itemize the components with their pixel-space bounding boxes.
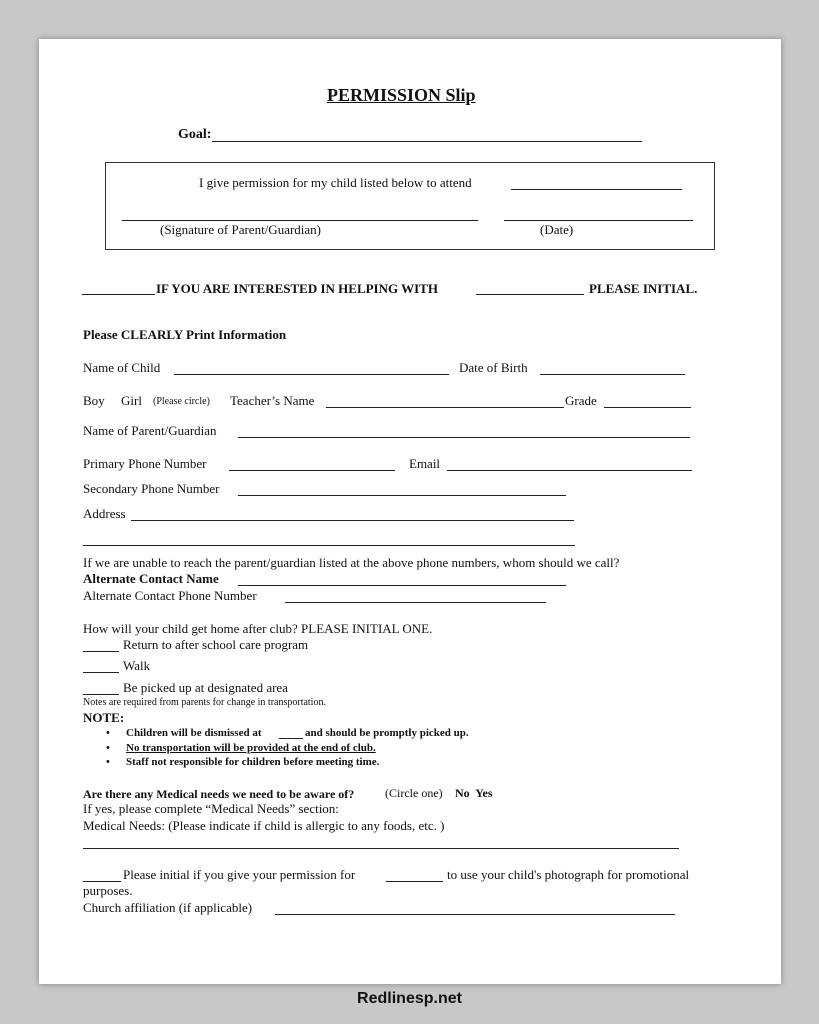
name-of-child-line[interactable] <box>174 374 449 375</box>
alternate-contact-name-label: Alternate Contact Name <box>83 571 219 586</box>
signature-line[interactable] <box>122 220 478 221</box>
parent-guardian-line[interactable] <box>238 437 690 438</box>
bullet-icon: • <box>106 742 110 754</box>
alternate-contact-phone-line[interactable] <box>285 602 546 603</box>
home-question: How will your child get home after club? PLEASE INITIAL ONE. <box>83 621 433 636</box>
note-heading: NOTE: <box>83 710 125 725</box>
home-option-3-initial[interactable] <box>83 694 119 695</box>
photo-text-post: to use your child's photograph for promotional <box>447 867 690 882</box>
goal-label: Goal: <box>178 127 212 142</box>
medical-if-yes: If yes, please complete “Medical Needs” section: <box>83 801 339 816</box>
note-bullet-3: Staff not responsible for children before meeting time. <box>126 756 380 768</box>
medical-yes-no[interactable]: No Yes <box>455 786 493 800</box>
email-label: Email <box>409 456 441 471</box>
name-of-child-label: Name of Child <box>83 360 161 375</box>
date-line[interactable] <box>504 220 693 221</box>
please-circle-note: (Please circle) <box>153 396 210 407</box>
date-of-birth-line[interactable] <box>540 374 685 375</box>
photo-text-pre: Please initial if you give your permission for <box>123 867 356 882</box>
attend-line[interactable] <box>511 189 682 190</box>
helping-initial-line[interactable] <box>82 294 155 295</box>
church-line[interactable] <box>275 914 675 915</box>
note-bullet-2: No transportation will be provided at the end of club. <box>126 742 376 754</box>
primary-phone-line[interactable] <box>229 470 395 471</box>
photo-org-line[interactable] <box>386 881 443 882</box>
address-line-1[interactable] <box>131 520 574 521</box>
medical-needs-label: Medical Needs: (Please indicate if child is allergic to any foods, etc. ) <box>83 818 445 833</box>
notes-required: Notes are required from parents for change in transportation. <box>83 697 326 708</box>
photo-initial-line[interactable] <box>83 881 121 882</box>
address-line-2[interactable] <box>83 545 575 546</box>
medical-question: Are there any Medical needs we need to be aware of? <box>83 787 355 801</box>
primary-phone-label: Primary Phone Number <box>83 456 207 471</box>
permission-statement: I give permission for my child listed below to attend <box>199 175 472 190</box>
signature-label: (Signature of Parent/Guardian) <box>160 222 322 237</box>
helping-text: IF YOU ARE INTERESTED IN HELPING WITH <box>156 281 438 296</box>
home-option-1-initial[interactable] <box>83 651 119 652</box>
note-bullet-1-pre: Children will be dismissed at <box>126 727 262 739</box>
secondary-phone-line[interactable] <box>238 495 566 496</box>
address-label: Address <box>83 506 126 521</box>
print-info-heading: Please CLEARLY Print Information <box>83 327 287 342</box>
please-initial-text: PLEASE INITIAL. <box>589 281 698 296</box>
home-option-3: Be picked up at designated area <box>123 680 288 695</box>
bullet-icon: • <box>106 727 110 739</box>
alternate-question: If we are unable to reach the parent/guardian listed at the above phone numbers, whom should we call? <box>83 555 620 570</box>
girl-option[interactable]: Girl <box>121 393 142 408</box>
email-line[interactable] <box>447 470 692 471</box>
home-option-2-initial[interactable] <box>83 672 119 673</box>
parent-guardian-label: Name of Parent/Guardian <box>83 423 217 438</box>
secondary-phone-label: Secondary Phone Number <box>83 481 220 496</box>
date-label: (Date) <box>540 222 574 237</box>
teachers-name-line[interactable] <box>326 407 564 408</box>
dismissal-time-line[interactable] <box>279 738 303 739</box>
alternate-contact-phone-label: Alternate Contact Phone Number <box>83 588 257 603</box>
site-watermark: Redlinesp.net <box>357 990 462 1007</box>
date-of-birth-label: Date of Birth <box>459 360 528 375</box>
goal-line[interactable] <box>212 141 642 142</box>
photo-text-cont: purposes. <box>83 883 133 898</box>
helping-with-line[interactable] <box>476 294 584 295</box>
teachers-name-label: Teacher’s Name <box>230 393 315 408</box>
medical-needs-line[interactable] <box>83 848 679 849</box>
home-option-2: Walk <box>123 658 151 673</box>
note-bullet-1-post: and should be promptly picked up. <box>305 727 469 739</box>
grade-label: Grade <box>565 393 597 408</box>
boy-option[interactable]: Boy <box>83 393 105 408</box>
home-option-1: Return to after school care program <box>123 637 309 652</box>
bullet-icon: • <box>106 756 110 768</box>
alternate-contact-name-line[interactable] <box>238 585 566 586</box>
circle-one-note: (Circle one) <box>385 786 443 800</box>
page-title: PERMISSION Slip <box>327 85 476 105</box>
church-label: Church affiliation (if applicable) <box>83 900 253 915</box>
grade-line[interactable] <box>604 407 691 408</box>
